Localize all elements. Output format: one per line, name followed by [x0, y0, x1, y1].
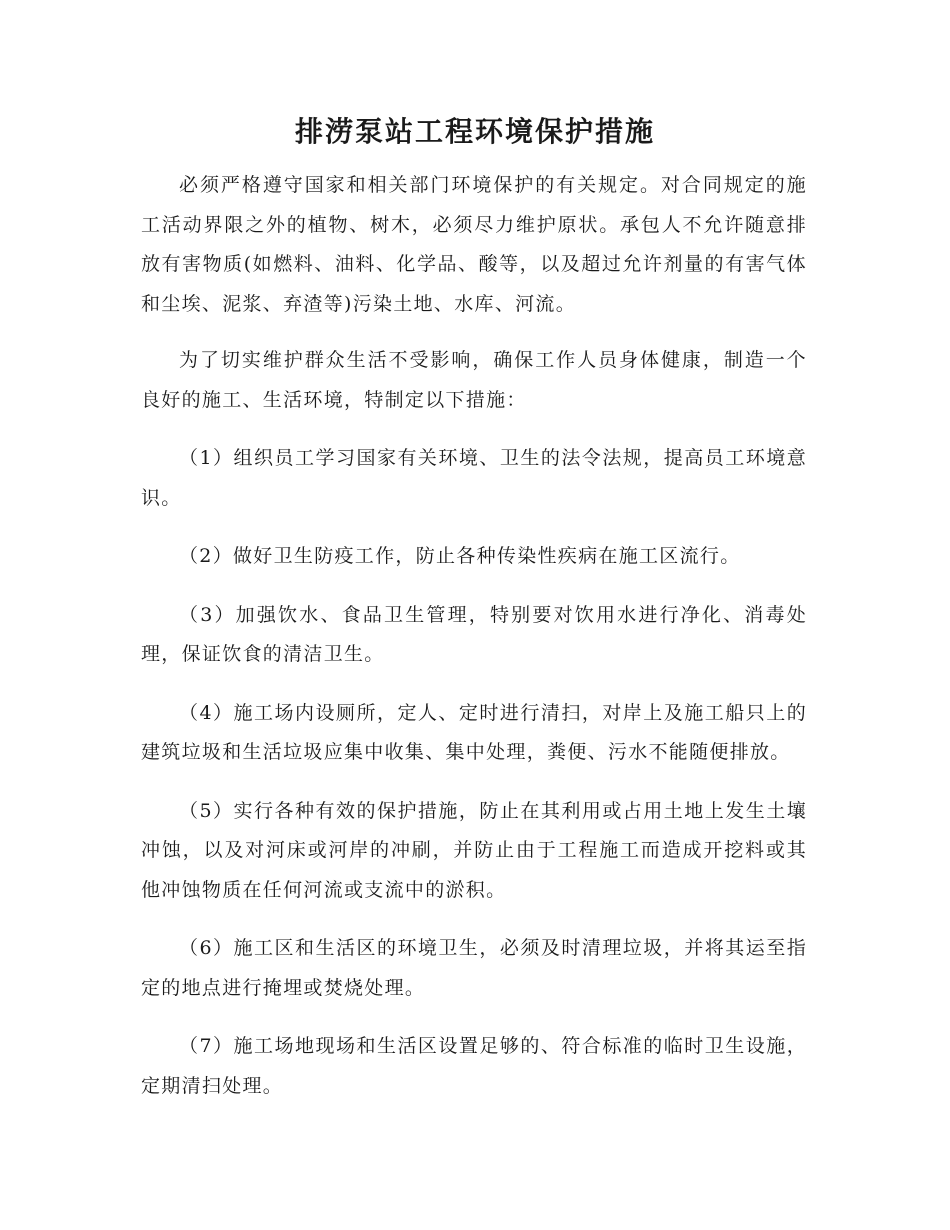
- paragraph-intro: 必须严格遵守国家和相关部门环境保护的有关规定。对合同规定的施工活动界限之外的植物、树木，必须尽力维护原状。承包人不允许随意排放有害物质(如燃料、油料、化学品、酸等，以及超过允许剂量的有害气体和尘埃、泥浆、弃渣等)污染土地、水库、河流。: [141, 174, 807, 315]
- paragraph-measure-2: （2）做好卫生防疫工作，防止各种传染性疾病在施工区流行。: [179, 545, 741, 567]
- paragraph-measure-6: （6）施工区和生活区的环境卫生，必须及时清理垃圾，并将其运至指定的地点进行掩埋或焚烧处理。: [141, 937, 807, 999]
- paragraph-purpose: 为了切实维护群众生活不受影响，确保工作人员身体健康，制造一个良好的施工、生活环境，特制定以下措施：: [141, 349, 807, 411]
- paragraph-measure-3: （3）加强饮水、食品卫生管理，特别要对饮用水进行净化、消毒处理，保证饮食的清洁卫生。: [141, 603, 807, 665]
- document-title: 排涝泵站工程环境保护措施: [294, 115, 655, 148]
- paragraph-measure-1: （1）组织员工学习国家有关环境、卫生的法令法规，提高员工环境意识。: [141, 447, 807, 509]
- paragraph-measure-7: （7）施工场地现场和生活区设置足够的、符合标准的临时卫生设施，定期清扫处理。: [141, 1035, 807, 1097]
- document-body: [141, 166, 807, 1125]
- paragraph-measure-4: （4）施工场内设厕所，定人、定时进行清扫，对岸上及施工船只上的建筑垃圾和生活垃圾应集中收集、集中处理，粪便、污水不能随便排放。: [141, 701, 807, 763]
- paragraph-measure-5: （5）实行各种有效的保护措施，防止在其利用或占用土地上发生土壤冲蚀，以及对河床或河岸的冲刷，并防止由于工程施工而造成开挖料或其他冲蚀物质在任何河流或支流中的淤积。: [141, 799, 807, 901]
